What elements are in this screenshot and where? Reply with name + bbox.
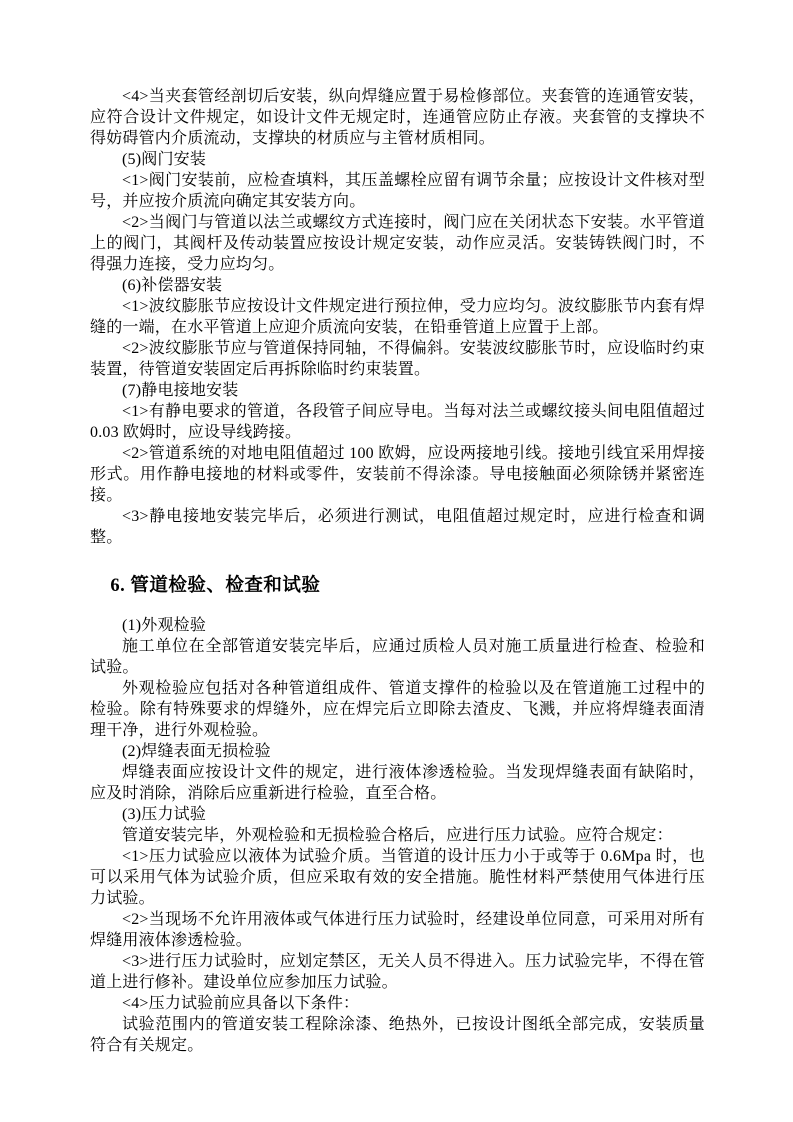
- paragraph: <2>管道系统的对地电阻值超过 100 欧姆，应设两接地引线。接地引线宜采用焊接形式。用作静电接地的材料或零件，安装前不得涂漆。导电接触面必须除锈并紧密连接。: [90, 445, 705, 504]
- paragraph: 外观检验应包括对各种管道组成件、管道支撑件的检验以及在管道施工过程中的检验。除有特殊要求的焊缝外，应在焊完后立即除去渣皮、飞溅，并应将焊缝表面清理干净，进行外观检验。: [90, 680, 705, 739]
- section-heading: 6. 管道检验、检查和试验: [110, 576, 321, 596]
- list-label-paragraph: (3)压力试验: [122, 806, 207, 823]
- paragraph: <2>当阀门与管道以法兰或螺纹方式连接时，阀门应在关闭状态下安装。水平管道上的阀门，其阀杆及传动装置应按设计规定安装，动作应灵活。安装铸铁阀门时，不得强力连接，受力应均匀。: [90, 214, 705, 273]
- paragraph: <2>波纹膨胀节应与管道保持同轴，不得偏斜。安装波纹膨胀节时，应设临时约束装置，待管道安装固定后再拆除临时约束装置。: [90, 340, 705, 378]
- list-label-paragraph: (5)阀门安装: [122, 151, 207, 168]
- list-label-paragraph: (7)静电接地安装: [122, 382, 239, 399]
- paragraph: 焊缝表面应按设计文件的规定，进行液体渗透检验。当发现焊缝表面有缺陷时，应及时消除，消除后应重新进行检验，直至合格。: [90, 764, 705, 802]
- paragraph: 试验范围内的管道安装工程除涂漆、绝热外，已按设计图纸全部完成，安装质量符合有关规定。: [90, 1016, 705, 1054]
- paragraph: 管道安装完毕，外观检验和无损检验合格后，应进行压力试验。应符合规定：: [122, 827, 673, 844]
- paragraph: <1>压力试验应以液体为试验介质。当管道的设计压力小于或等于 0.6Mpa 时，也可以采用气体为试验介质，但应采取有效的安全措施。脆性材料严禁使用气体进行压力试验。: [90, 848, 705, 907]
- paragraph: <4>压力试验前应具备以下条件：: [122, 995, 360, 1012]
- paragraph: <3>静电接地安装完毕后，必须进行测试，电阻值超过规定时，应进行检查和调整。: [90, 508, 705, 546]
- paragraph: <4>当夹套管经剖切后安装，纵向焊缝应置于易检修部位。夹套管的连通管安装，应符合设计文件规定，如设计文件无规定时，连通管应防止存液。夹套管的支撑块不得妨碍管内介质流动，支撑块的材质应与主管材质相同。: [90, 88, 705, 147]
- paragraph: 施工单位在全部管道安装完毕后，应通过质检人员对施工质量进行检查、检验和试验。: [90, 638, 705, 676]
- paragraph: <2>当现场不允许用液体或气体进行压力试验时，经建设单位同意，可采用对所有焊缝用液体渗透检验。: [90, 911, 705, 949]
- list-label-paragraph: (1)外观检验: [122, 617, 207, 634]
- paragraph: <1>波纹膨胀节应按设计文件规定进行预拉伸，受力应均匀。波纹膨胀节内套有焊缝的一端，在水平管道上应迎介质流向安装，在铅垂管道上应置于上部。: [90, 298, 705, 336]
- paragraph: <1>有静电要求的管道，各段管子间应导电。当每对法兰或螺纹接头间电阻值超过0.03 欧姆时，应设导线跨接。: [90, 403, 705, 441]
- list-label-paragraph: (2)焊缝表面无损检验: [122, 743, 271, 760]
- paragraph: <3>进行压力试验时，应划定禁区，无关人员不得进入。压力试验完毕，不得在管道上进行修补。建设单位应参加压力试验。: [90, 953, 705, 991]
- list-label-paragraph: (6)补偿器安装: [122, 277, 223, 294]
- paragraph: <1>阀门安装前，应检查填料，其压盖螺栓应留有调节余量；应按设计文件核对型号，并应按介质流向确定其安装方向。: [90, 172, 705, 210]
